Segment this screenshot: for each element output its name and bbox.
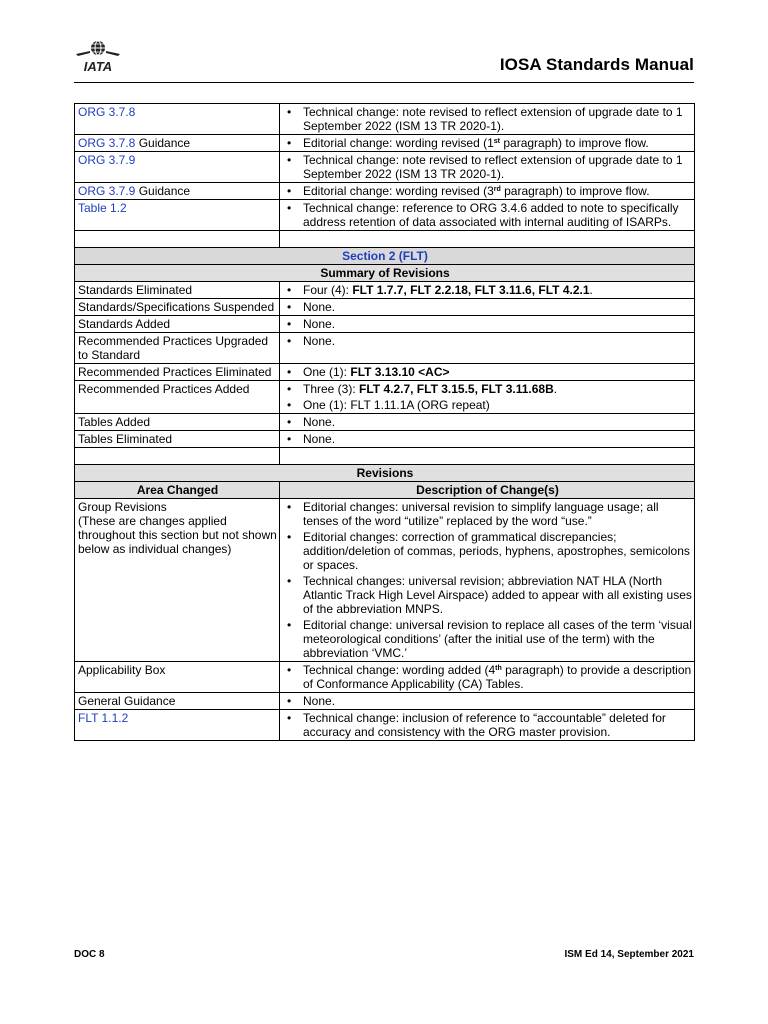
revisions-title: Revisions xyxy=(75,465,695,482)
empty-row xyxy=(75,231,695,248)
table-row xyxy=(75,316,695,333)
footer-doc-number: DOC 8 xyxy=(74,949,105,960)
list-item: • Editorial changes: correction of grammatical discrepancies; addition/deletion of commas, periods, hyphens, apostrophes, semicolons or spaces. xyxy=(283,530,692,572)
table-row xyxy=(75,299,695,316)
org-378-link[interactable]: ORG 3.7.8 xyxy=(78,105,136,119)
list-item: • None. xyxy=(283,432,692,446)
table-row xyxy=(75,333,695,364)
org-378-guidance-link[interactable]: ORG 3.7.8 xyxy=(78,136,136,150)
table-row xyxy=(75,381,695,414)
list-item: • Technical change: inclusion of reference to “accountable” deleted for accuracy and consistency with the ORG master provision. xyxy=(283,711,692,739)
summary-label: Recommended Practices Eliminated xyxy=(75,364,280,381)
summary-label: Standards Added xyxy=(75,316,280,333)
summary-label: Standards Eliminated xyxy=(75,282,280,299)
summary-label: Tables Eliminated xyxy=(75,431,280,448)
table-row xyxy=(75,135,695,152)
list-item: • None. xyxy=(283,317,692,331)
list-item: • None. xyxy=(283,300,692,314)
list-item: • Editorial change: wording revised (3rd paragraph) to improve flow. xyxy=(283,184,692,198)
table-row xyxy=(75,431,695,448)
summary-label: Recommended Practices Upgraded to Standard xyxy=(75,333,280,364)
list-item: • Three (3): FLT 4.2.7, FLT 3.15.5, FLT 3.11.68B. xyxy=(283,382,692,396)
iata-logo xyxy=(74,38,122,76)
iata-logo-text: IATA xyxy=(83,59,113,74)
list-item: • Technical change: note revised to reflect extension of upgrade date to 1 September 2022 (ISM 13 TR 2020-1). xyxy=(283,105,692,133)
table-row xyxy=(75,662,695,693)
list-item: • None. xyxy=(283,334,692,348)
org-379-link[interactable]: ORG 3.7.9 xyxy=(78,153,136,167)
table-row xyxy=(75,364,695,381)
org-379-guidance-link[interactable]: ORG 3.7.9 xyxy=(78,184,136,198)
flt-112-link[interactable]: FLT 1.1.2 xyxy=(78,711,129,725)
guidance-suffix: Guidance xyxy=(135,136,191,150)
table-row xyxy=(75,693,695,710)
list-item: • None. xyxy=(283,694,692,708)
list-item: • One (1): FLT 3.13.10 <AC> xyxy=(283,365,692,379)
section-title[interactable]: Section 2 (FLT) xyxy=(342,249,428,263)
list-item: • None. xyxy=(283,415,692,429)
list-item: • Editorial changes: universal revision to simplify language usage; all tenses of the word “utilize” replaced by the word “use.” xyxy=(283,500,692,528)
footer-edition: ISM Ed 14, September 2021 xyxy=(564,949,694,960)
table-row xyxy=(75,414,695,431)
group-revisions-label: Group Revisions (These are changes applied throughout this section but not shown below as individual changes) xyxy=(75,499,280,662)
guidance-suffix: Guidance xyxy=(135,184,191,198)
list-item: • One (1): FLT 1.11.1A (ORG repeat) xyxy=(283,398,692,412)
column-header-area: Area Changed xyxy=(75,482,280,499)
summary-label: Standards/Specifications Suspended xyxy=(75,299,280,316)
table-row xyxy=(75,200,695,231)
section-header-row xyxy=(75,248,695,265)
list-item: • Technical change: note revised to reflect extension of upgrade date to 1 September 2022 (ISM 13 TR 2020-1). xyxy=(283,153,692,181)
list-item: • Technical change: wording added (4th paragraph) to provide a description of Conformance Applicability (CA) Tables. xyxy=(283,663,692,691)
revisions-table xyxy=(74,103,695,741)
summary-header-row xyxy=(75,265,695,282)
table-row xyxy=(75,282,695,299)
list-item: • Technical changes: universal revision; abbreviation NAT HLA (North Atlantic Track High Level Airspace) added to appear with all existing uses of the abbreviation MNPS. xyxy=(283,574,692,616)
list-item: • Technical change: reference to ORG 3.4.6 added to note to specifically address retention of data associated with internal auditing of ISARPs. xyxy=(283,201,692,229)
summary-label: Recommended Practices Added xyxy=(75,381,280,414)
summary-title: Summary of Revisions xyxy=(75,265,695,282)
list-item: • Editorial change: universal revision to replace all cases of the term ‘visual meteorological conditions’ (after the initial use of the term) with the abbreviation ‘VMC.’ xyxy=(283,618,692,660)
table-row xyxy=(75,710,695,741)
general-guidance-label: General Guidance xyxy=(75,693,280,710)
empty-row xyxy=(75,448,695,465)
page-header xyxy=(74,38,694,83)
summary-label: Tables Added xyxy=(75,414,280,431)
table-row xyxy=(75,152,695,183)
applicability-label: Applicability Box xyxy=(75,662,280,693)
list-item: • Four (4): FLT 1.7.7, FLT 2.2.18, FLT 3.11.6, FLT 4.2.1. xyxy=(283,283,692,297)
list-item: • Editorial change: wording revised (1st paragraph) to improve flow. xyxy=(283,136,692,150)
table-12-link[interactable]: Table 1.2 xyxy=(78,201,127,215)
table-row xyxy=(75,104,695,135)
manual-title: IOSA Standards Manual xyxy=(499,55,694,74)
column-header-description: Description of Change(s) xyxy=(280,482,695,499)
table-row xyxy=(75,183,695,200)
table-row xyxy=(75,499,695,662)
revisions-header-row xyxy=(75,465,695,482)
column-header-row xyxy=(75,482,695,499)
